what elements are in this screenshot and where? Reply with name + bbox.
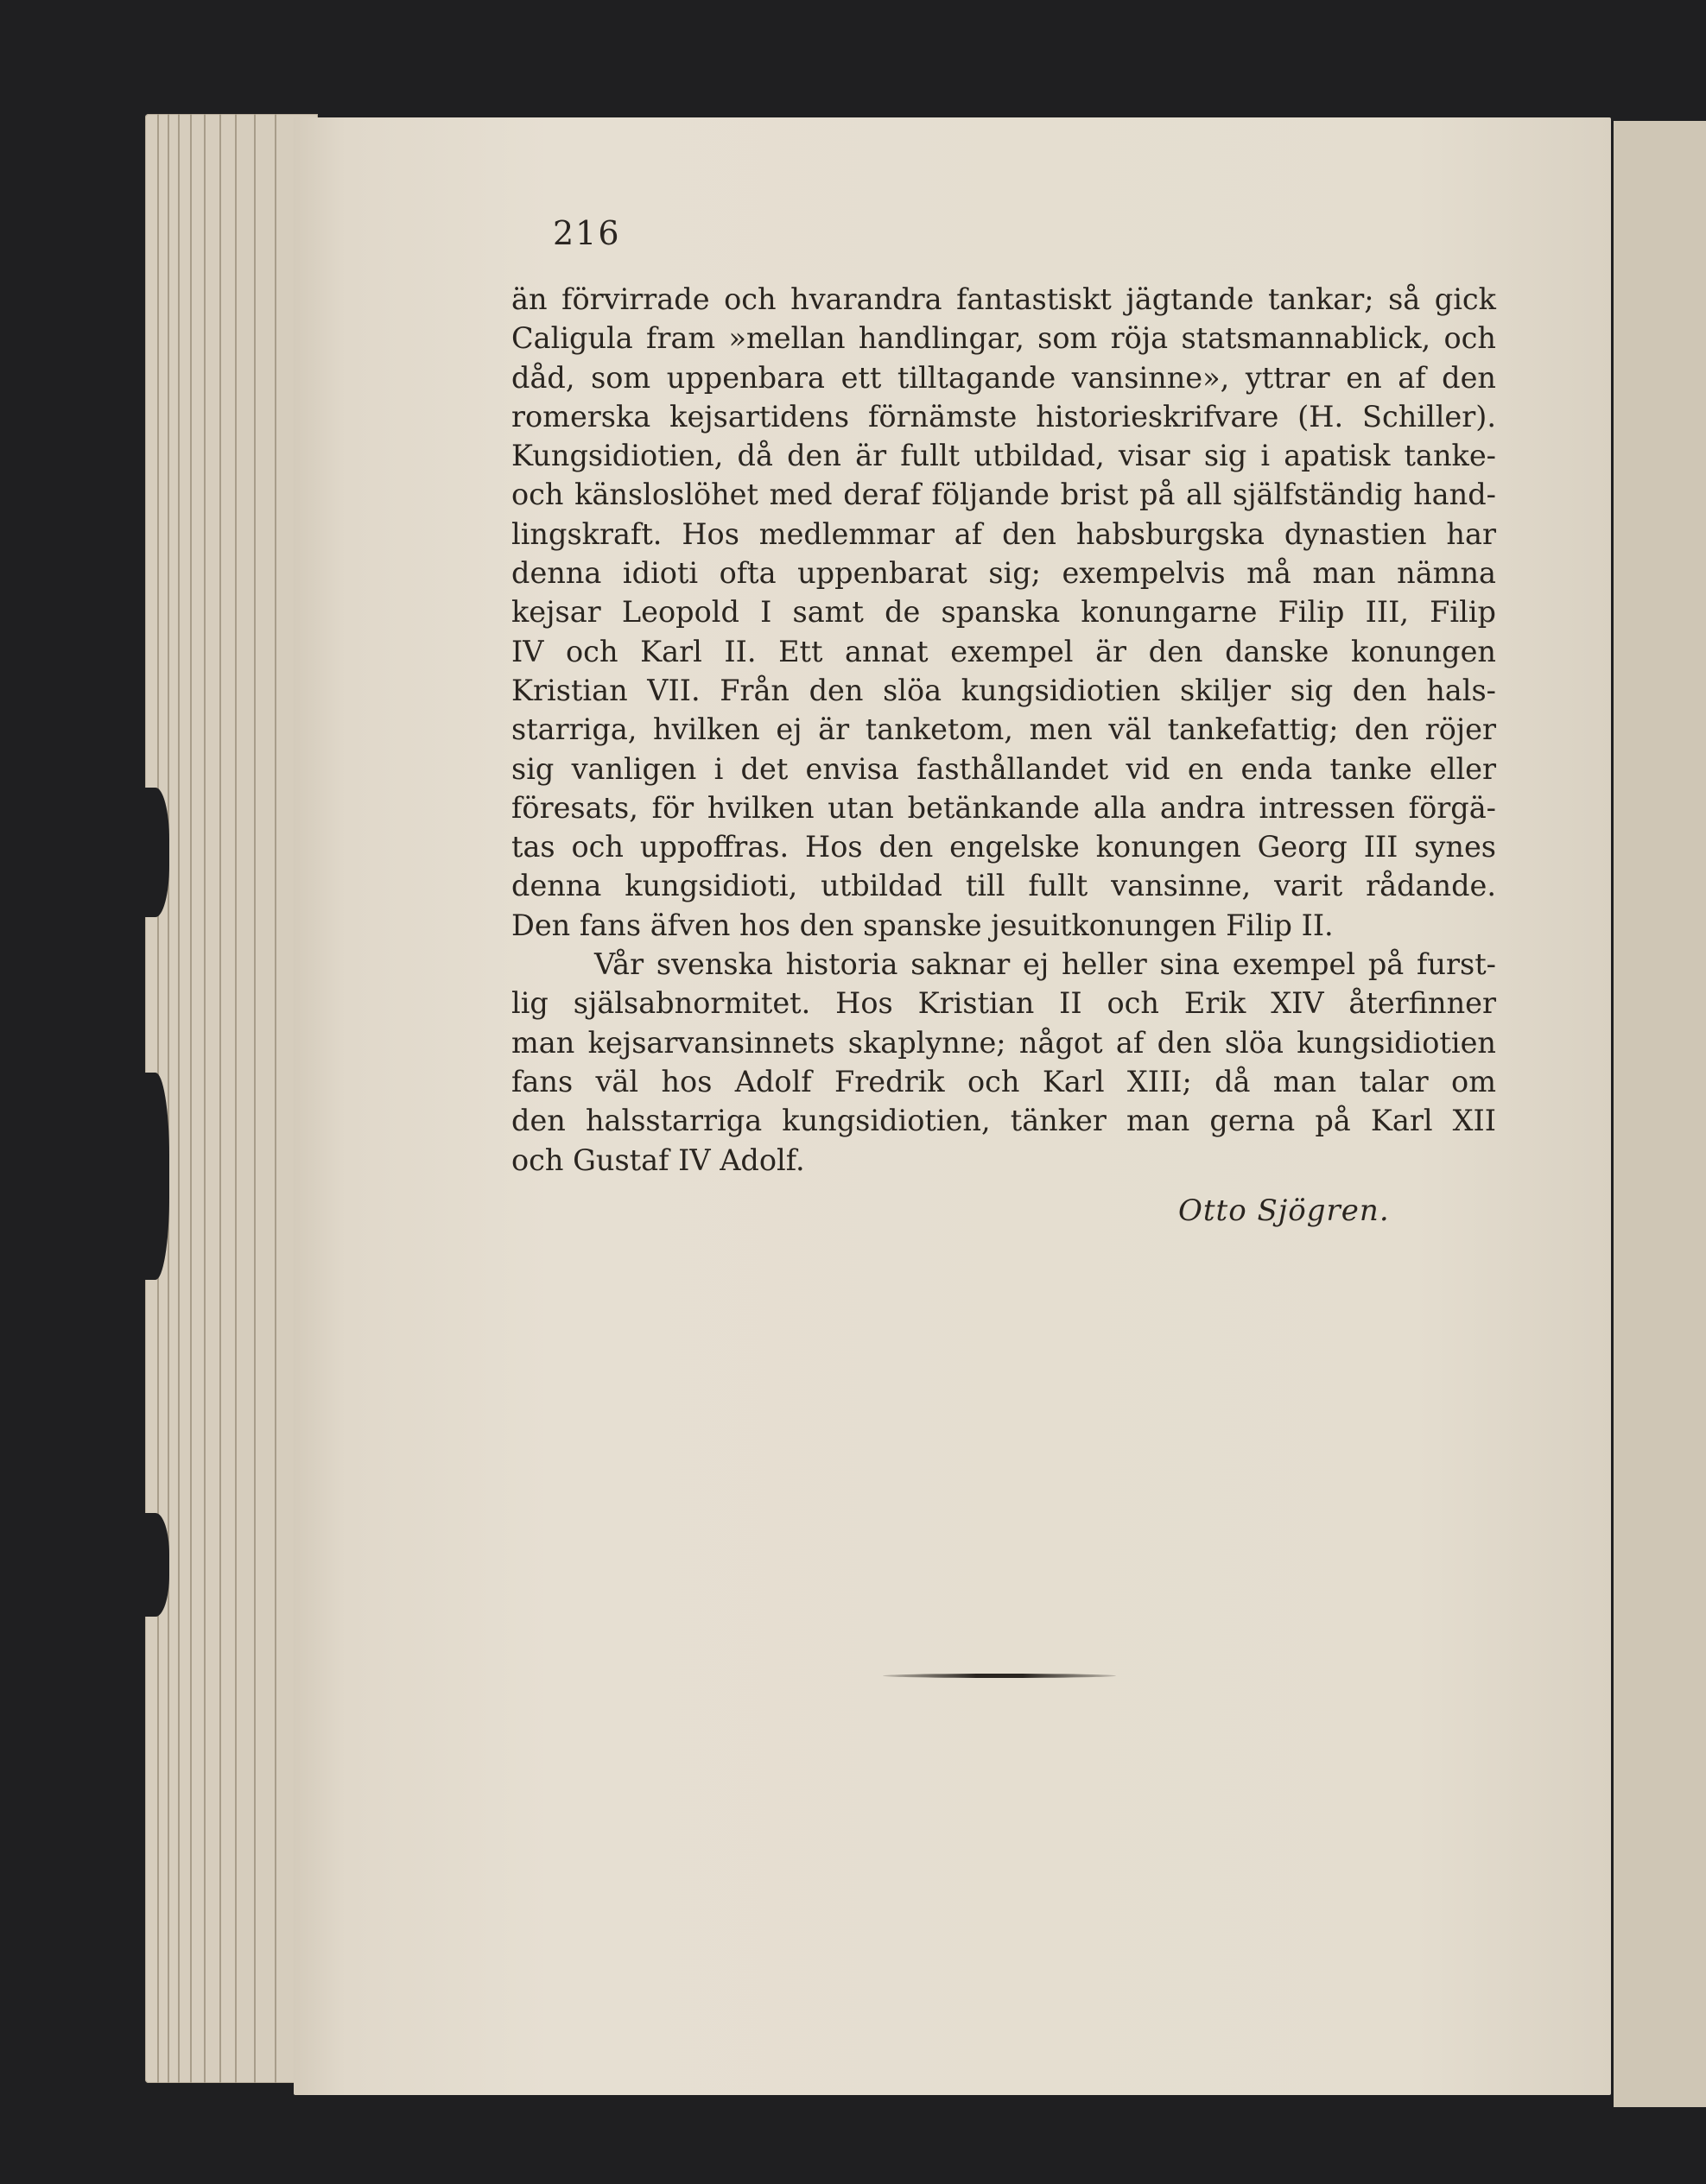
page-edge-line: [254, 114, 256, 2083]
text-line: IV och Karl II. Ett annat exempel är den danske konungen: [511, 634, 1496, 668]
text-line: kejsar Leopold I samt de spanska konungarne Filip III, Filip: [511, 595, 1496, 630]
text-line: Kungsidiotien, då den är fullt utbildad, visar sig i apatisk tanke-: [511, 439, 1496, 473]
page-edge-line: [178, 114, 180, 2083]
text-line: lingskraft. Hos medlemmar af den habsburgska dynastien har: [511, 516, 1496, 551]
page-edge-line: [235, 114, 237, 2083]
section-end-rule: [883, 1674, 1116, 1678]
page-edge-line: [168, 114, 169, 2083]
body-text: [511, 280, 1496, 1180]
text-line: än förvirrade och hvarandra fantastiskt jägtande tankar; så gick: [511, 282, 1496, 316]
text-line: starriga, hvilken ej är tanketom, men väl tankefattig; den röjer: [511, 712, 1496, 747]
facing-page-edge: [1614, 121, 1706, 2107]
text-line: dåd, som uppenbara ett tilltagande vansinne», yttrar en af den: [511, 360, 1496, 395]
text-line: denna idioti ofta uppenbarat sig; exempelvis må man nämna: [511, 556, 1496, 591]
text-line: denna kungsidioti, utbildad till fullt vansinne, varit rådande.: [511, 869, 1496, 903]
page-edge-line: [190, 114, 192, 2083]
text-line: Vår svenska historia saknar ej heller sina exempel på furst-: [594, 947, 1496, 982]
text-line: lig själsabnormitet. Hos Kristian II och Erik XIV återfinner: [511, 986, 1496, 1021]
page-edge-tear: [135, 1513, 169, 1617]
text-line: och känsloslöhet med deraf följande brist på all själfständig hand-: [511, 478, 1496, 512]
text-line: man kejsarvansinnets skaplynne; något af den slöa kungsidiotien: [511, 1025, 1496, 1060]
page-edge-tear: [135, 1073, 169, 1280]
text-line: tas och uppoffras. Hos den engelske konungen Georg III synes: [511, 830, 1496, 864]
page-edge-tear: [135, 788, 169, 917]
page-edge-line: [219, 114, 221, 2083]
page-edge-line: [204, 114, 206, 2083]
author-signature: Otto Sjögren.: [1178, 1193, 1390, 1228]
page-number: 216: [553, 214, 621, 252]
text-line: Caligula fram »mellan handlingar, som röja statsmannablick, och: [511, 321, 1496, 356]
text-line: sig vanligen i det envisa fasthållandet vid en enda tanke eller: [511, 751, 1496, 786]
text-line: föresats, för hvilken utan betänkande alla andra intressen förgä-: [511, 790, 1496, 825]
text-line: Kristian VII. Från den slöa kungsidiotien skiljer sig den hals-: [511, 673, 1496, 707]
text-line: den halsstarriga kungsidiotien, tänker man gerna på Karl XII: [511, 1104, 1496, 1138]
text-line: romerska kejsartidens förnämste historieskrifvare (H. Schiller).: [511, 399, 1496, 434]
book-page-edges: [145, 114, 318, 2083]
page-edge-line: [275, 114, 276, 2083]
text-line: och Gustaf IV Adolf.: [511, 1143, 805, 1177]
text-line: fans väl hos Adolf Fredrik och Karl XIII; då man talar om: [511, 1064, 1496, 1098]
text-line: Den fans äfven hos den spanske jesuitkonungen Filip II.: [511, 908, 1334, 942]
